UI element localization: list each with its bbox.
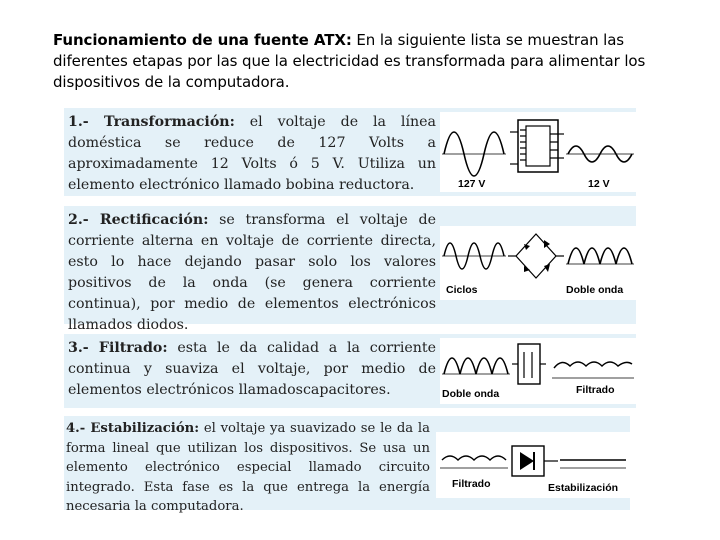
- stage-heading: 2.- Rectificación:: [68, 212, 209, 228]
- stage-heading: 3.- Filtrado:: [68, 340, 168, 356]
- stage-body: el voltaje de la línea doméstica se reduce de 127 Volts a aproximadamente 12 Volts ó 5 V. Utiliza un elemento electrónico llamado bobina reductora.: [68, 114, 436, 193]
- stage-transformacion: [64, 108, 636, 196]
- stage-text: [68, 338, 436, 401]
- stage-body: el voltaje ya suavizado se le da la forma lineal que utilizan los dispositivos. Se usa un elemento electrónico especial llamado circuito integrado. Esta fase es la que entrega la energía necesaria la computadora.: [66, 421, 430, 514]
- stage-body: esta le da calidad a la corriente continua y suaviza el voltaje, por medio de elementos electrónicos llamadoscapacitores.: [68, 340, 436, 398]
- stage-filtrado: [64, 334, 636, 408]
- label-12v: 12 V: [588, 178, 610, 190]
- stage-text: [68, 112, 436, 196]
- stage-estabilizacion: [64, 416, 630, 514]
- stage-heading: 4.- Estabilización:: [66, 421, 200, 436]
- label-ciclos: Ciclos: [446, 284, 478, 296]
- intro-paragraph: [53, 30, 673, 93]
- capacitor-figure: [440, 338, 636, 404]
- transformer-figure: [440, 112, 636, 192]
- intro-title: Funcionamiento de una fuente ATX:: [53, 31, 352, 49]
- regulator-figure: [436, 432, 630, 498]
- label-doble-onda: Doble onda: [442, 388, 500, 400]
- stage-heading: 1.- Transformación:: [68, 114, 235, 130]
- label-filtrado: Filtrado: [576, 384, 615, 396]
- label-127v: 127 V: [458, 178, 486, 190]
- label-doble-onda: Doble onda: [566, 284, 624, 296]
- stage-text: [68, 210, 436, 336]
- rectifier-figure: [440, 226, 636, 300]
- stage-body: se transforma el voltaje de corriente alterna en voltaje de corriente directa, esto lo hace dejando pasar solo los valores positivos de la onda (se genera corriente continua), por medio de elementos electrónicos llamados diodos.: [68, 212, 436, 333]
- label-filtrado: Filtrado: [452, 478, 491, 490]
- label-estabilizacion: Estabilización: [548, 482, 619, 494]
- intro-text: En la siguiente lista se muestran las diferentes etapas por las que la electricidad es transformada para alimentar los dispositivos de la computadora.: [53, 31, 646, 91]
- stage-text: [66, 419, 430, 517]
- stage-rectificacion: [64, 206, 636, 333]
